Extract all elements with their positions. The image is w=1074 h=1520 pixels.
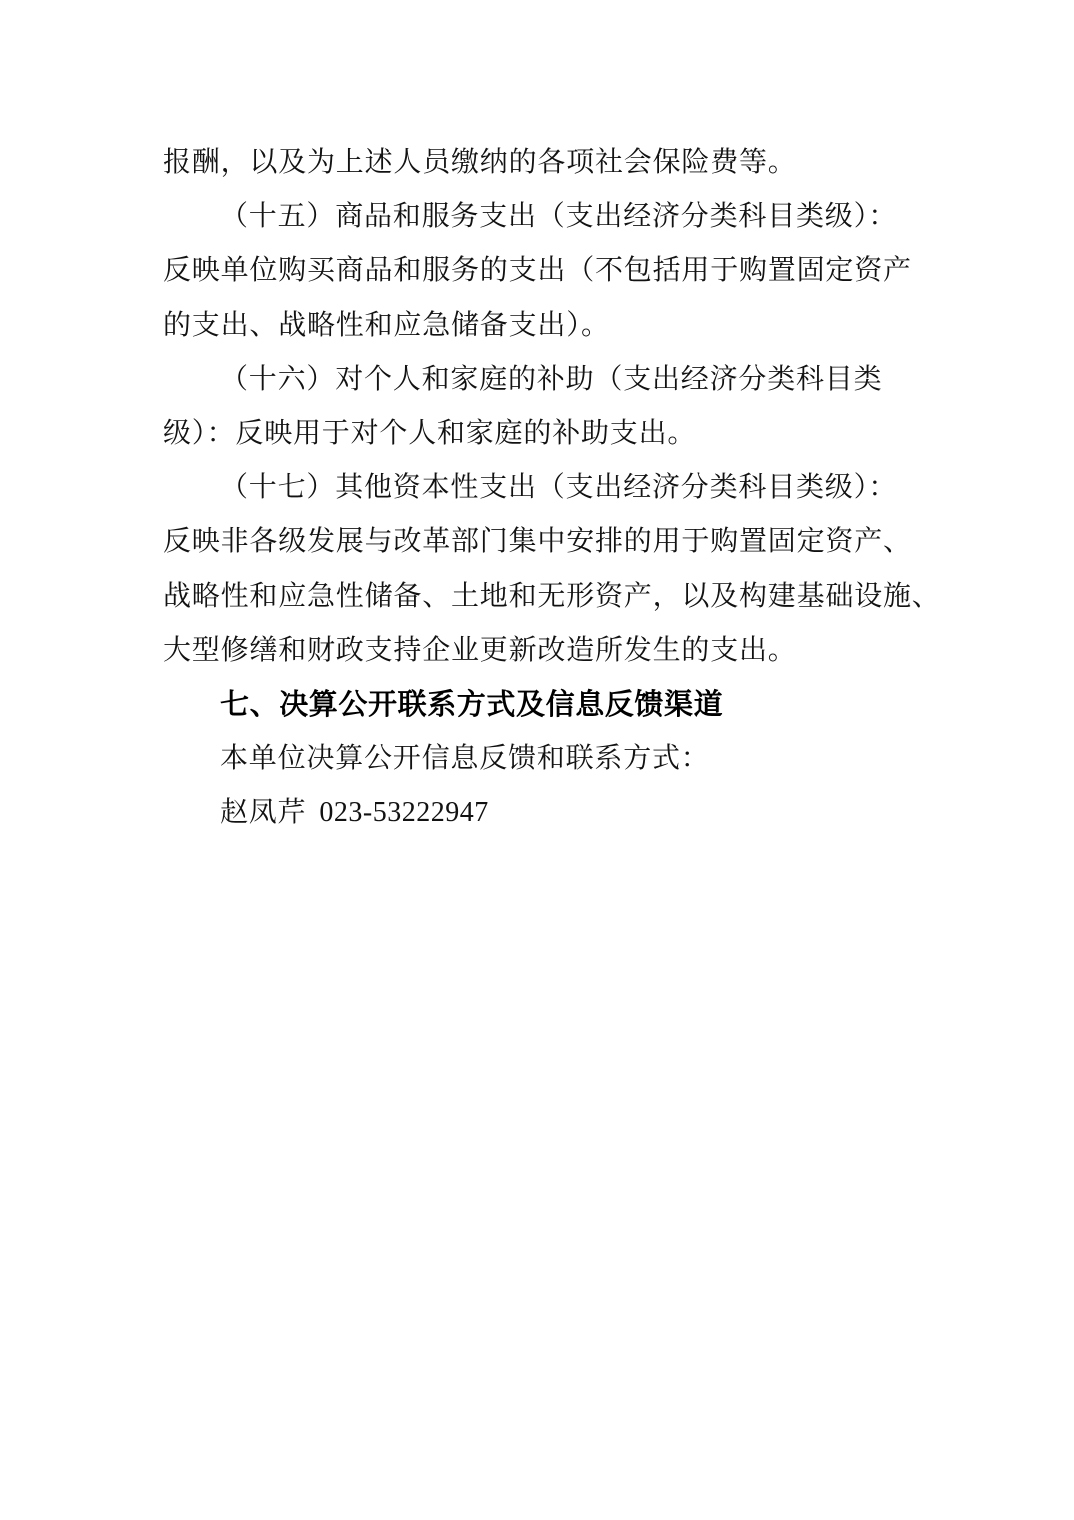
paragraph-line: 大型修缮和财政支持企业更新改造所发生的支出。	[163, 634, 797, 666]
paragraph-line: 战略性和应急性储备、土地和无形资产，以及构建基础设施、	[163, 580, 941, 612]
paragraph-line: 的支出、战略性和应急储备支出）。	[163, 309, 610, 341]
paragraph-line-item-16: （十六）对个人和家庭的补助（支出经济分类科目类	[220, 363, 883, 395]
text-block	[163, 136, 943, 840]
paragraph-line-item-15: （十五）商品和服务支出（支出经济分类科目类级）：	[220, 201, 898, 233]
contact-name: 赵凤芹	[220, 797, 307, 829]
paragraph-line: 级）：反映用于对个人和家庭的补助支出。	[163, 417, 697, 449]
contact-line	[163, 786, 943, 840]
paragraph-line: 报酬，以及为上述人员缴纳的各项社会保险费等。	[163, 147, 797, 178]
contact-intro-line: 本单位决算公开信息反馈和联系方式：	[220, 743, 710, 775]
section-heading: 七、决算公开联系方式及信息反馈渠道	[220, 688, 724, 721]
paragraph-line: 反映单位购买商品和服务的支出（不包括用于购置固定资产	[163, 255, 912, 287]
paragraph-line-item-17: （十七）其他资本性支出（支出经济分类科目类级）：	[220, 472, 898, 504]
contact-phone: 023-53222947	[319, 797, 489, 829]
paragraph-line: 反映非各级发展与改革部门集中安排的用于购置固定资产、	[163, 526, 912, 558]
